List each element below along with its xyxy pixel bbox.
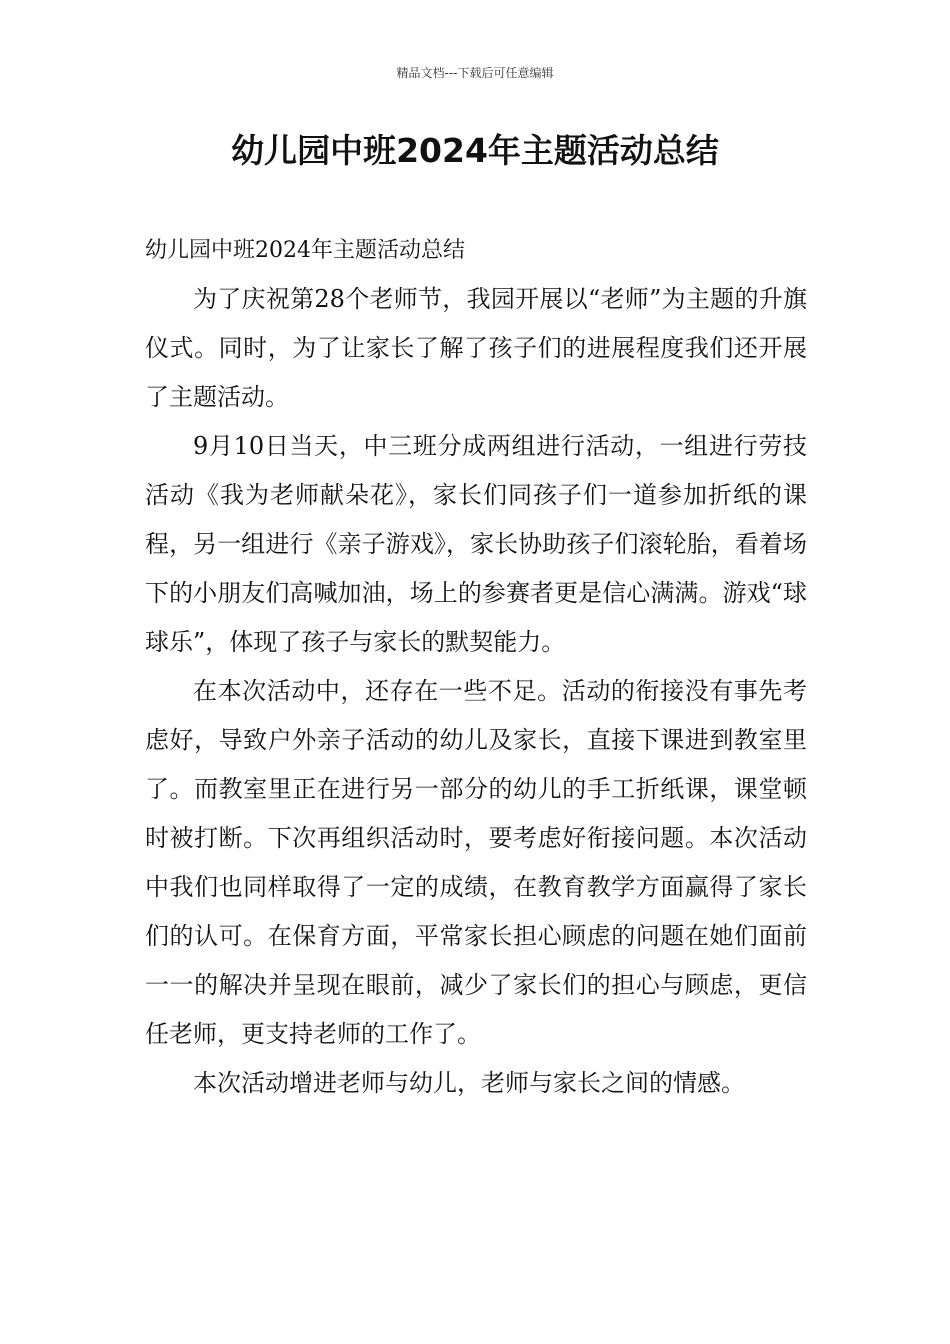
paragraph-reflection: 在本次活动中，还存在一些不足。活动的衔接没有事先考虑好，导致户外亲子活动的幼儿及家长，直接下课进到教室里了。而教室里正在进行另一部分的幼儿的手工折纸课，课堂顿时被打断。下次再组织活动时，要考虑好衔接问题。本次活动中我们也同样取得了一定的成绩，在教育教学方面赢得了家长们的认可。在保育方面，平常家长担心顾虑的问题在她们面前一一的解决并呈现在眼前，减少了家长们的担心与顾虑，更信任老师，更支持老师的工作了。	[145, 677, 807, 1048]
document-subtitle: 幼儿园中班2024年主题活动总结	[145, 238, 465, 263]
document-body	[145, 226, 807, 1108]
paragraph-conclusion: 本次活动增进老师与幼儿，老师与家长之间的情感。	[193, 1069, 745, 1097]
header-note: 精品文档---下载后可任意编辑	[396, 66, 554, 80]
paragraph-activity: 9月10日当天，中三班分成两组进行活动，一组进行劳技活动《我为老师献朵花》，家长们同孩子们一道参加折纸的课程，另一组进行《亲子游戏》，家长协助孩子们滚轮胎，看着场下的小朋友们高喊加油，场上的参赛者更是信心满满。游戏“球球乐”，体现了孩子与家长的默契能力。	[145, 432, 807, 656]
paragraph-intro: 为了庆祝第28个老师节，我园开展以“老师”为主题的升旗仪式。同时，为了让家长了解了孩子们的进展程度我们还开展了主题活动。	[145, 285, 807, 411]
document-title: 幼儿园中班2024年主题活动总结	[231, 131, 719, 170]
